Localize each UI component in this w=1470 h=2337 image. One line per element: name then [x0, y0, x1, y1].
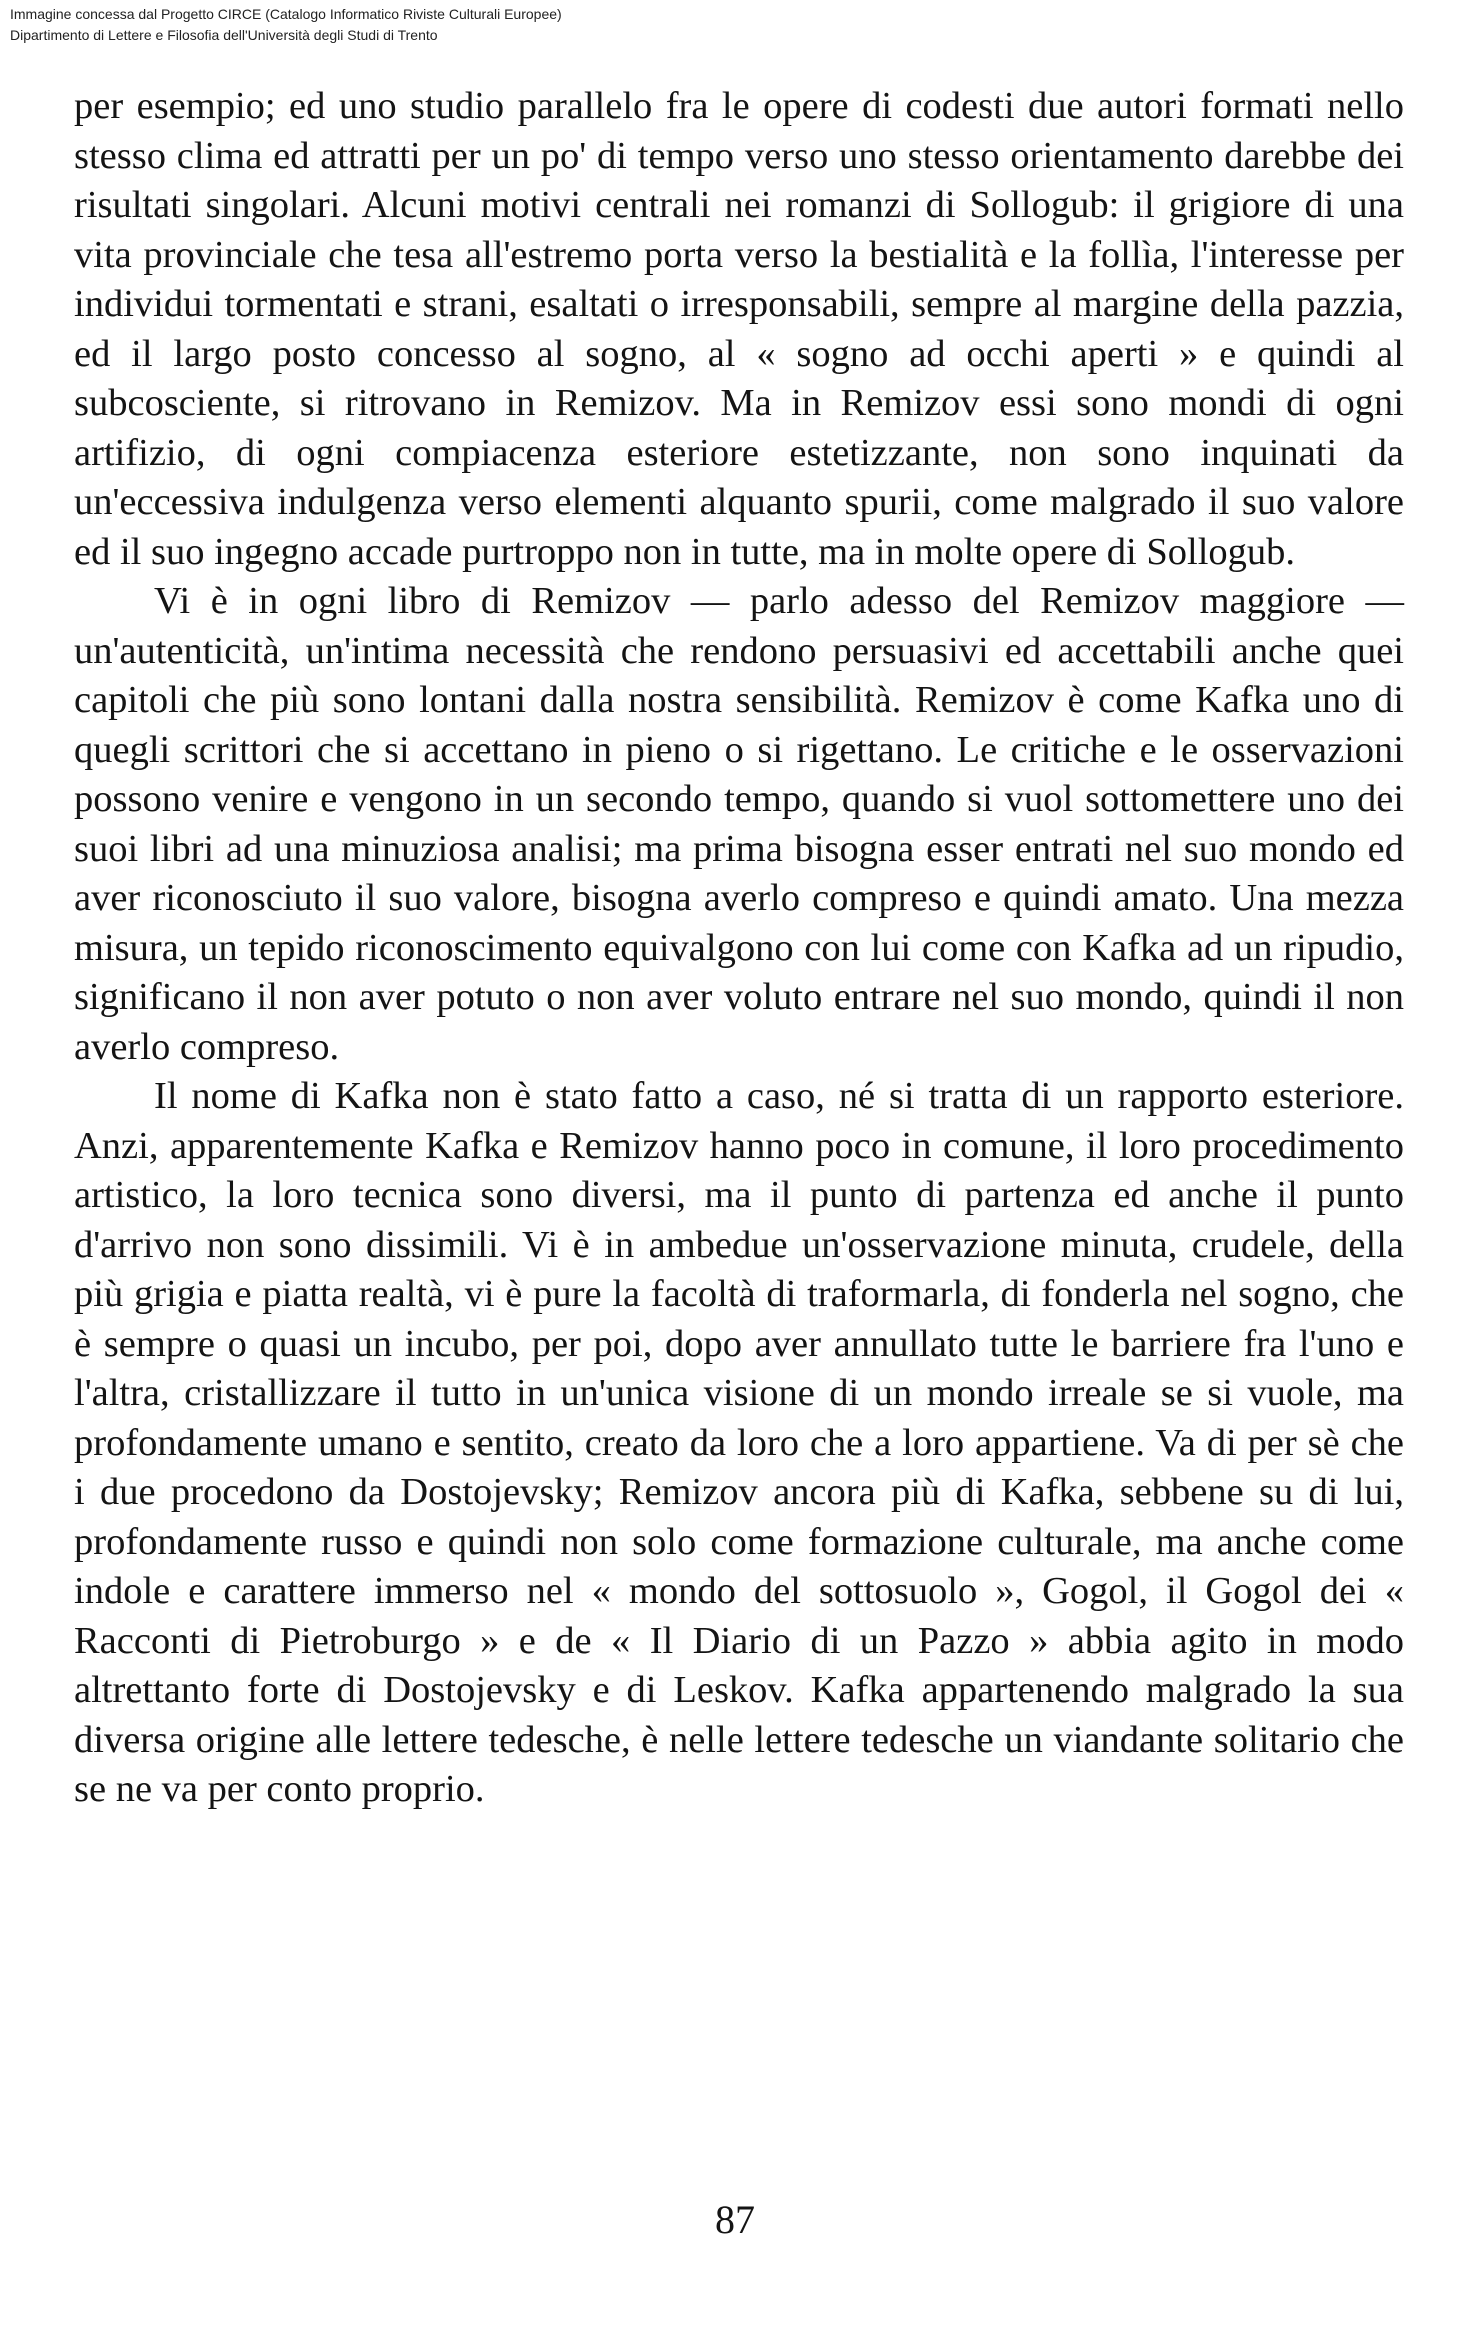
page-number: 87	[715, 2197, 755, 2242]
credit-line-1: Immagine concessa dal Progetto CIRCE (Catalogo Informatico Riviste Culturali Europee)	[10, 6, 562, 22]
image-credit	[10, 4, 562, 46]
paragraph-1: per esempio; ed uno studio parallelo fra le opere di codesti due autori formati nello stesso clima ed attratti per un po' di tempo verso uno stesso orientamento darebbe dei risultati singolari. Alcuni motivi centrali nei romanzi di Sollogub: il grigiore di una vita provinciale che tesa all'estremo porta verso la bestialità e la follìa, l'interesse per individui tormentati e strani, esaltati o irresponsabili, sempre al margine della pazzia, ed il largo posto concesso al sogno, al « sogno ad occhi aperti » e quindi al subcosciente, si ritrovano in Remizov. Ma in Remizov essi sono mondi di ogni artifizio, di ogni compiacenza esteriore estetizzante, non sono inquinati da un'eccessiva indulgenza verso elementi alquanto spurii, come malgrado il suo valore ed il suo ingegno accade purtroppo non in tutte, ma in molte opere di Sollogub.	[74, 85, 1404, 573]
paragraph-3: Il nome di Kafka non è stato fatto a caso, né si tratta di un rapporto esteriore. Anzi, apparentemente Kafka e Remizov hanno poco in comune, il loro procedimento artistico, la loro tecnica sono diversi, ma il punto di partenza ed anche il punto d'arrivo non sono dissimili. Vi è in ambedue un'osservazione minuta, crudele, della più grigia e piatta realtà, vi è pure la facoltà di traformarla, di fonderla nel sogno, che è sempre o quasi un incubo, per poi, dopo aver annullato tutte le barriere fra l'uno e l'altra, cristallizzare il tutto in un'unica visione di un mondo irreale se si vuole, ma profondamente umano e sentito, creato da loro che a loro appartiene. Va di per sè che i due procedono da Dostojevsky; Remizov ancora più di Kafka, sebbene su di lui, profondamente russo e quindi non solo come formazione culturale, ma anche come indole e carattere immerso nel « mondo del sottosuolo », Gogol, il Gogol dei « Racconti di Pietroburgo » e de « Il Diario di un Pazzo » abbia agito in modo altrettanto forte di Dostojevsky e di Leskov. Kafka appartenendo malgrado la sua diversa origine alle lettere tedesche, è nelle lettere tedesche un viandante solitario che se ne va per conto proprio.	[74, 1075, 1404, 1810]
paragraph-2: Vi è in ogni libro di Remizov — parlo adesso del Remizov maggiore — un'autenticità, un'intima necessità che rendono persuasivi ed accettabili anche quei capitoli che più sono lontani dalla nostra sensibilità. Remizov è come Kafka uno di quegli scrittori che si accettano in pieno o si rigettano. Le critiche e le osservazioni possono venire e vengono in un secondo tempo, quando si vuol sottomettere uno dei suoi libri ad una minuziosa analisi; ma prima bisogna esser entrati nel suo mondo ed aver riconosciuto il suo valore, bisogna averlo compreso e quindi amato. Una mezza misura, un tepido riconoscimento equivalgono con lui come con Kafka ad un ripudio, significano il non aver potuto o non aver voluto entrare nel suo mondo, quindi il non averlo compreso.	[74, 580, 1404, 1068]
page-body	[74, 82, 1404, 1815]
credit-line-2: Dipartimento di Lettere e Filosofia dell'Università degli Studi di Trento	[10, 27, 438, 43]
